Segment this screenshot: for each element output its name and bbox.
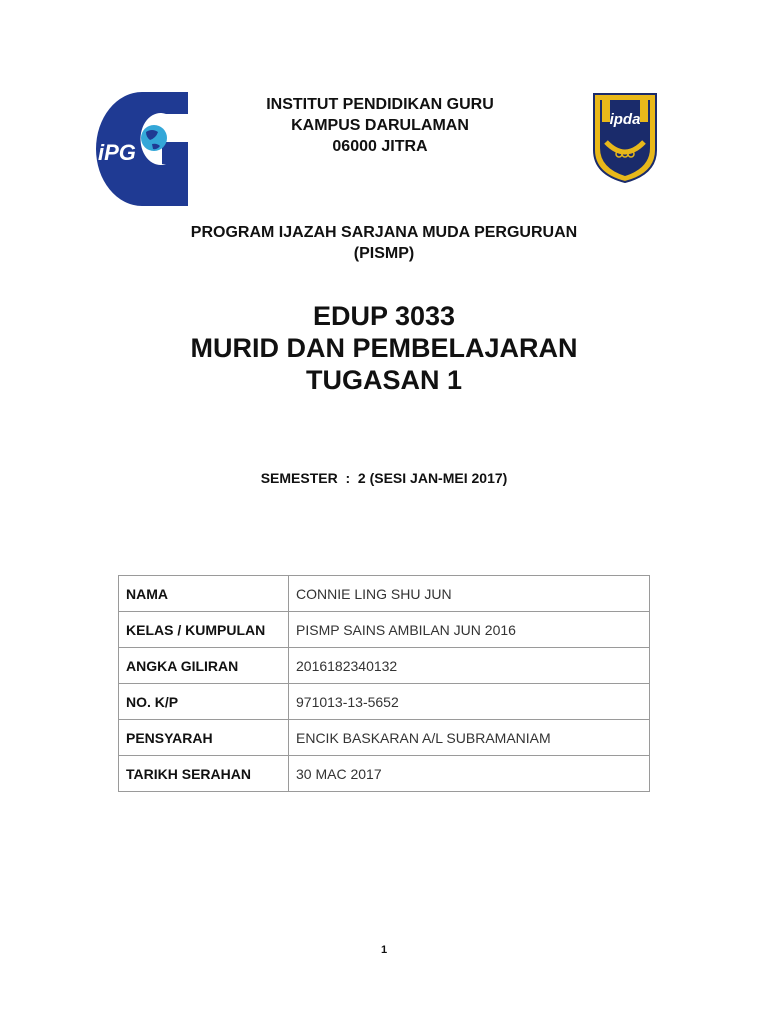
table-row — [119, 612, 650, 648]
table-row — [119, 720, 650, 756]
ipg-logo — [96, 92, 190, 206]
ipg-logo-text: iPG — [98, 140, 136, 165]
table-row — [119, 684, 650, 720]
row-value: 2016182340132 — [289, 648, 650, 684]
institution-name: INSTITUT PENDIDIKAN GURU — [266, 96, 494, 113]
row-value: 971013-13-5652 — [289, 684, 650, 720]
course-name: MURID DAN PEMBELAJARAN — [190, 333, 578, 363]
course-title-block — [100, 300, 668, 396]
semester-line: SEMESTER : 2 (SESI JAN-MEI 2017) — [260, 470, 508, 486]
program-block — [100, 222, 668, 264]
institution-campus: KAMPUS DARULAMAN — [291, 117, 469, 134]
table-row — [119, 576, 650, 612]
program-abbreviation: (PISMP) — [353, 245, 415, 262]
institution-block — [200, 94, 560, 157]
row-value: CONNIE LING SHU JUN — [289, 576, 650, 612]
row-label: KELAS / KUMPULAN — [119, 612, 289, 648]
page-number: 1 — [380, 944, 388, 956]
row-label: ANGKA GILIRAN — [119, 648, 289, 684]
row-label: NAMA — [119, 576, 289, 612]
crest-text: ipda — [609, 111, 641, 128]
program-name: PROGRAM IJAZAH SARJANA MUDA PERGURUAN — [190, 224, 578, 241]
row-value: 30 MAC 2017 — [289, 756, 650, 792]
row-label: TARIKH SERAHAN — [119, 756, 289, 792]
student-info-table — [118, 575, 650, 792]
table-row — [119, 648, 650, 684]
assignment-title: TUGASAN 1 — [305, 365, 462, 395]
row-value: PISMP SAINS AMBILAN JUN 2016 — [289, 612, 650, 648]
row-label: NO. K/P — [119, 684, 289, 720]
course-code: EDUP 3033 — [312, 301, 456, 331]
table-row — [119, 756, 650, 792]
row-value: ENCIK BASKARAN A/L SUBRAMANIAM — [289, 720, 650, 756]
institution-postcode: 06000 JITRA — [332, 138, 428, 155]
row-label: PENSYARAH — [119, 720, 289, 756]
ipda-crest-logo — [592, 92, 658, 184]
